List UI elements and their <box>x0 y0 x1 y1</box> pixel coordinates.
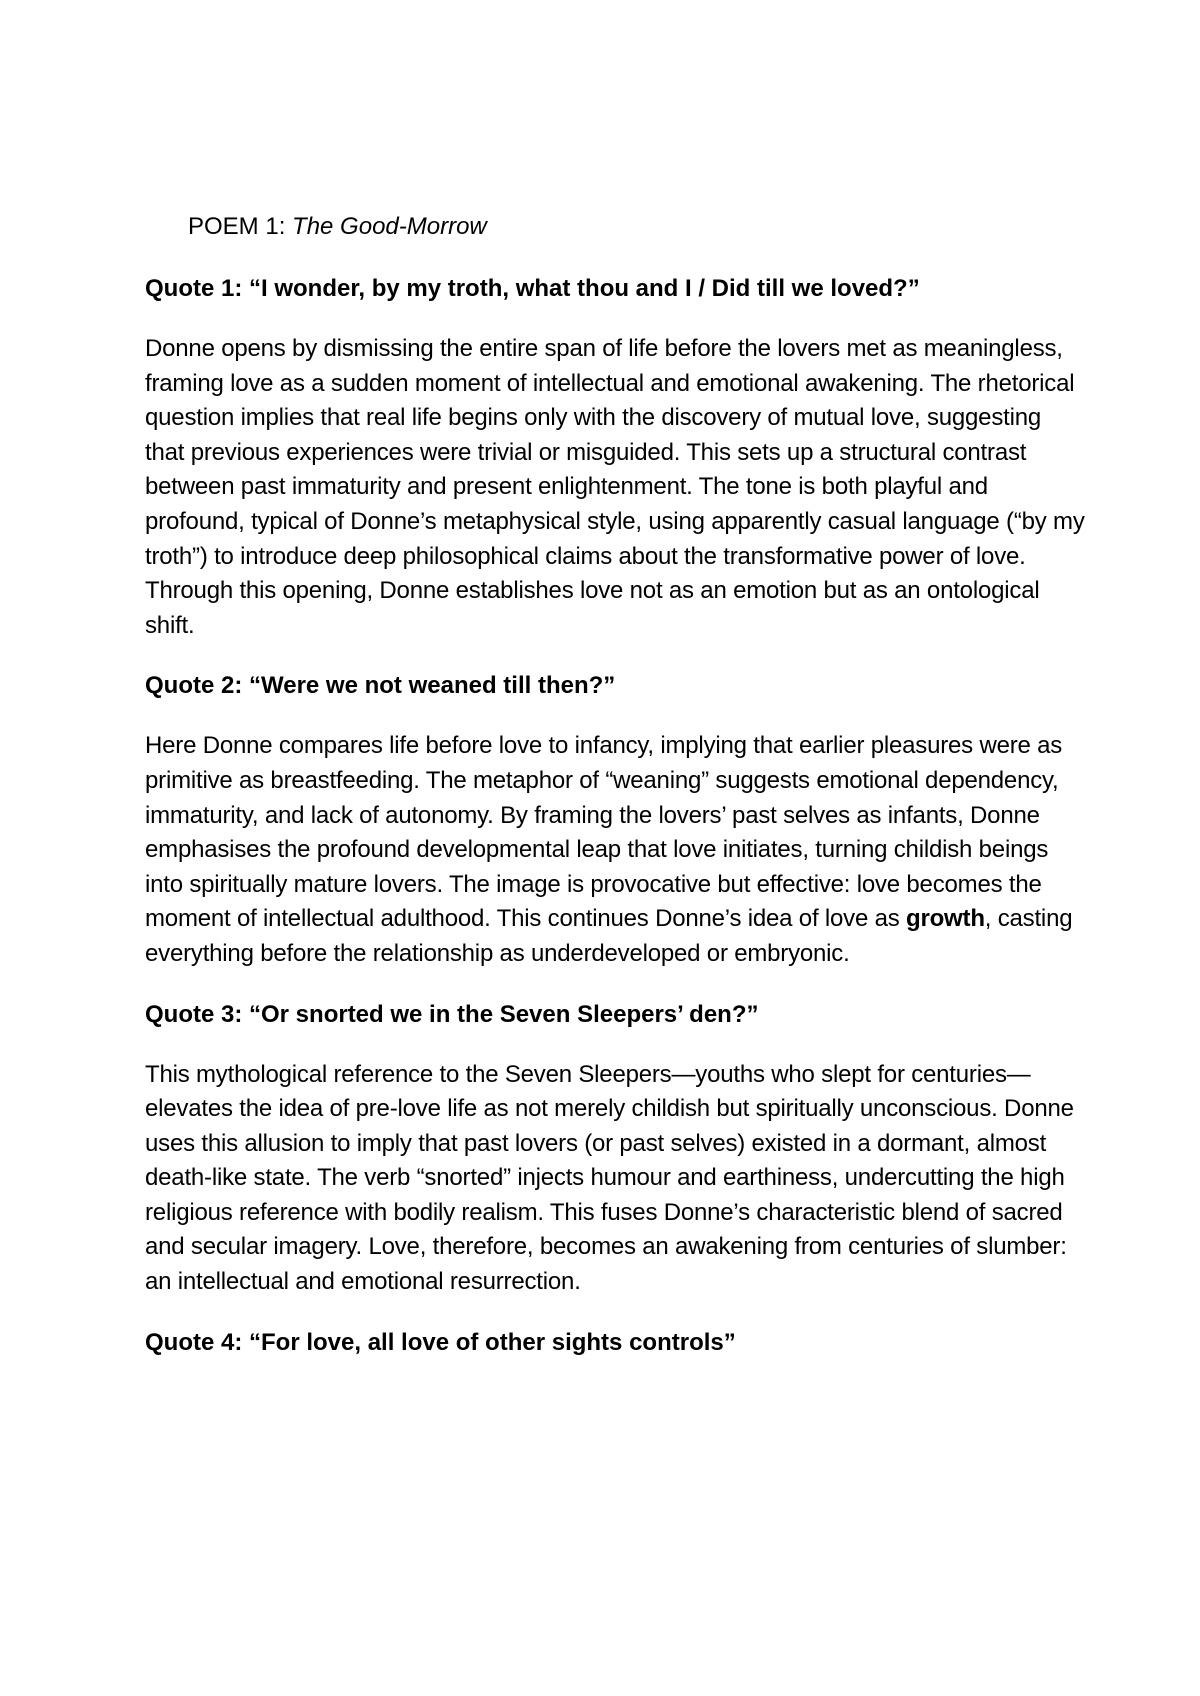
quote-3-heading: Quote 3: “Or snorted we in the Seven Sleepers’ den?” <box>145 1000 759 1028</box>
document-content <box>145 210 1085 1386</box>
quote-2-analysis-tail: , casting everything before the relationship as underdeveloped or embryonic. <box>145 905 1073 967</box>
quote-4-heading: Quote 4: “For love, all love of other sights controls” <box>145 1328 736 1356</box>
poem-title <box>188 210 1085 244</box>
quote-1-analysis: Donne opens by dismissing the entire span of life before the lovers met as meaningless, framing love as a sudden moment of intellectual and emotional awakening. The rhetorical question implies that real life begins only with the discovery of mutual love, suggesting that previous experiences were trivial or misguided. This sets up a structural contrast between past immaturity and present enlightenment. The tone is both playful and profound, typical of Donne’s metaphysical style, using apparently casual language (“by my troth”) to introduce deep philosophical claims about the transformative power of love. Through this opening, Donne establishes love not as an emotion but as an ontological shift. <box>145 335 1085 639</box>
poem-name: The Good-Morrow <box>292 213 487 240</box>
quote-2-heading: Quote 2: “Were we not weaned till then?” <box>145 672 616 700</box>
quote-2-analysis <box>145 729 1085 971</box>
quote-1-heading: Quote 1: “I wonder, by my troth, what thou and I / Did till we loved?” <box>145 275 920 302</box>
poem-label: POEM 1: <box>188 213 286 240</box>
quote-2-analysis-text: Here Donne compares life before love to infancy, implying that earlier pleasures were as primitive as breastfeeding. The metaphor of “weaning” suggests emotional dependency, immaturity, and lack of autonomy. By framing the lovers’ past selves as infants, Donne emphasises the profound developmental leap that love initiates, turning childish beings into spiritually mature lovers. The image is provocative but effective: love becomes the moment of intellectual adulthood. This continues Donne’s idea of love as <box>145 732 1063 933</box>
quote-3-analysis: This mythological reference to the Seven Sleepers—youths who slept for centuries—elevates the idea of pre-love life as not merely childish but spiritually unconscious. Donne uses this allusion to imply that past lovers (or past selves) existed in a dormant, almost death-like state. The verb “snorted” injects humour and earthiness, undercutting the high religious reference with bodily realism. This fuses Donne’s characteristic blend of sacred and secular imagery. Love, therefore, becomes an awakening from centuries of slumber: an intellectual and emotional resurrection. <box>145 1060 1074 1296</box>
quote-2-emphasis: growth <box>906 905 985 933</box>
